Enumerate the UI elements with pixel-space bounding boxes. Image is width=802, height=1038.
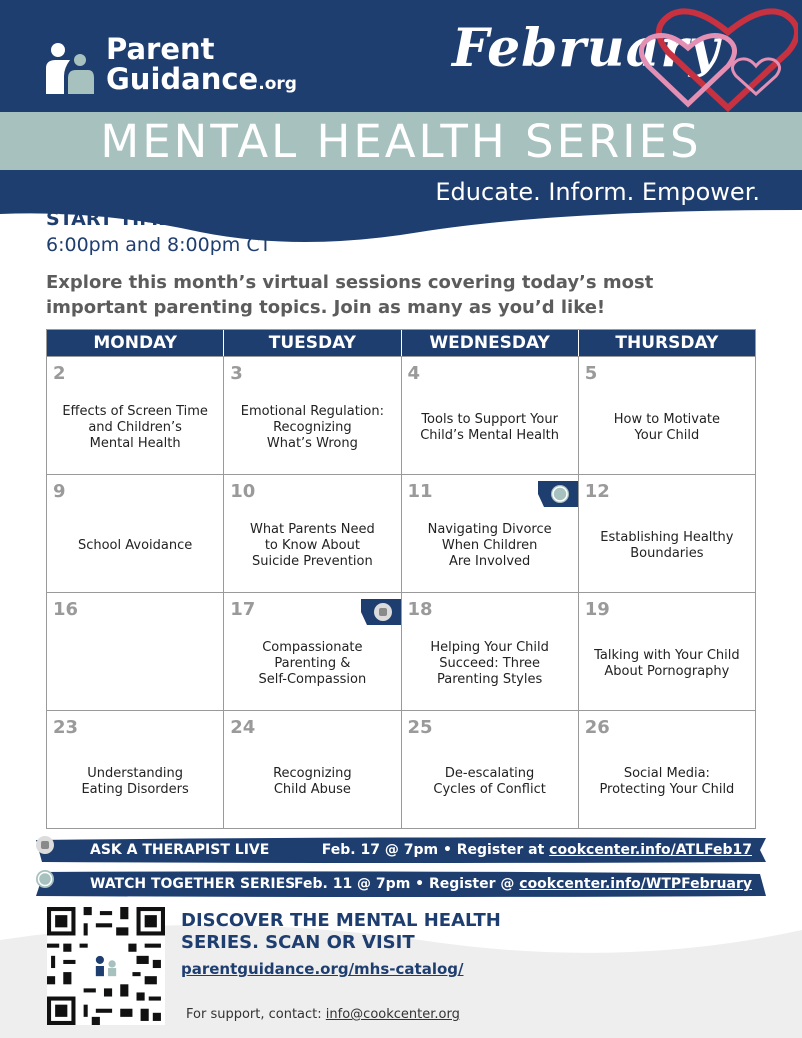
tagline: Educate. Inform. Empower. <box>435 178 760 206</box>
logo-wordmark <box>106 34 297 99</box>
calendar-week-row <box>47 592 755 710</box>
session-topic: De-escalating Cycles of Conflict <box>433 765 546 797</box>
session-topic: Tools to Support Your Child’s Mental Health <box>420 411 560 443</box>
qr-code[interactable] <box>47 907 165 1025</box>
group-icon <box>36 870 54 888</box>
watch-together-link[interactable]: cookcenter.info/WTPFebruary <box>519 876 752 892</box>
day-number: 17 <box>230 599 256 620</box>
day-number: 2 <box>53 363 66 384</box>
session-topic: Establishing Healthy Boundaries <box>600 529 734 561</box>
calendar-day-cell[interactable] <box>402 711 579 828</box>
session-topic: What Parents Need to Know About Suicide Prevention <box>249 521 375 569</box>
calendar-day-cell[interactable] <box>579 593 755 710</box>
day-number: 12 <box>584 481 610 502</box>
calendar-day-cell[interactable] <box>47 711 224 828</box>
calendar-day-cell[interactable] <box>402 593 579 710</box>
weekday-header: WEDNESDAY <box>402 330 579 356</box>
calendar-day-cell[interactable] <box>579 711 755 828</box>
calendar-day-cell[interactable] <box>224 357 401 474</box>
weekday-header: MONDAY <box>47 330 224 356</box>
session-topic: Talking with Your Child About Pornography <box>594 647 740 679</box>
calendar-day-cell[interactable] <box>47 475 224 592</box>
watch-together-label: WATCH TOGETHER SERIES <box>90 876 296 892</box>
start-times-label: START TIMES <box>46 208 185 230</box>
session-topic: School Avoidance <box>77 537 193 553</box>
support-line <box>186 1007 460 1022</box>
calendar-day-cell[interactable] <box>224 475 401 592</box>
calendar-day-cell[interactable] <box>47 593 224 710</box>
calendar-day-cell[interactable] <box>402 475 579 592</box>
day-number: 24 <box>230 717 256 738</box>
ask-therapist-detail <box>322 836 752 864</box>
weekday-header: TUESDAY <box>224 330 401 356</box>
ask-therapist-banner <box>36 836 766 864</box>
day-number: 23 <box>53 717 79 738</box>
logo-suffix: .org <box>258 74 297 94</box>
hearts-decoration-icon <box>628 4 798 116</box>
day-number: 25 <box>407 717 433 738</box>
family-logo-icon <box>44 40 98 94</box>
weekday-header: THURSDAY <box>615 333 719 353</box>
session-topic: Understanding Eating Disorders <box>81 765 189 797</box>
start-times-block <box>46 206 271 258</box>
day-number: 11 <box>407 481 433 502</box>
calendar-day-cell[interactable] <box>47 357 224 474</box>
session-calendar <box>46 329 756 829</box>
series-title: MENTAL HEALTH SERIES <box>100 115 702 168</box>
calendar-header <box>47 330 755 356</box>
calendar-day-cell[interactable] <box>224 711 401 828</box>
session-topic: Helping Your Child Succeed: Three Parenting Styles <box>430 639 549 687</box>
catalog-link[interactable]: parentguidance.org/mhs-catalog/ <box>181 960 464 978</box>
session-topic: Navigating Divorce When Children Are Involved <box>427 521 552 569</box>
ask-therapist-label: ASK A THERAPIST LIVE <box>90 842 270 858</box>
month-title: February <box>452 18 721 79</box>
ask-therapist-link[interactable]: cookcenter.info/ATLFeb17 <box>549 842 752 858</box>
therapist-icon <box>36 836 54 854</box>
watch-together-detail <box>294 870 752 898</box>
day-number: 19 <box>584 599 610 620</box>
calendar-day-cell[interactable] <box>579 475 755 592</box>
watch-together-banner <box>36 870 766 898</box>
discover-heading: DISCOVER THE MENTAL HEALTH SERIES. SCAN OR VISIT <box>181 910 501 953</box>
session-topic: Social Media: Protecting Your Child <box>599 765 735 797</box>
intro-text: Explore this month’s virtual sessions covering today’s most important parenting topics. Join as many as you’d like! <box>46 272 654 318</box>
support-prefix: For support, contact: <box>186 1007 326 1022</box>
session-topic: Recognizing Child Abuse <box>273 765 352 797</box>
day-number: 16 <box>53 599 79 620</box>
calendar-week-row <box>47 710 755 828</box>
logo-line2: Guidance <box>106 62 259 96</box>
session-topic <box>53 621 217 706</box>
calendar-week-row <box>47 356 755 474</box>
calendar-week-row <box>47 474 755 592</box>
session-topic: Emotional Regulation: Recognizing What’s Wrong <box>240 403 384 451</box>
calendar-day-cell[interactable] <box>402 357 579 474</box>
day-number: 3 <box>230 363 243 384</box>
day-number: 10 <box>230 481 256 502</box>
support-email-link[interactable]: info@cookcenter.org <box>325 1007 460 1022</box>
day-number: 5 <box>584 363 598 384</box>
day-number: 26 <box>584 717 610 738</box>
day-number: 18 <box>407 599 433 620</box>
parentguidance-logo[interactable] <box>44 32 314 102</box>
calendar-day-cell[interactable] <box>224 593 401 710</box>
day-number: 4 <box>407 363 421 384</box>
day-number: 9 <box>53 481 66 502</box>
session-topic: Compassionate Parenting & Self-Compassion <box>258 639 367 687</box>
watch-together-date: Feb. 11 @ 7pm • Register @ <box>294 876 520 892</box>
ask-therapist-date: Feb. 17 @ 7pm • Register at <box>321 842 550 858</box>
start-times-value: 6:00pm and 8:00pm CT <box>46 234 272 256</box>
session-topic: How to Motivate Your Child <box>613 411 721 443</box>
logo-line1: Parent <box>106 32 215 66</box>
calendar-day-cell[interactable] <box>579 357 755 474</box>
session-topic: Effects of Screen Time and Children’s Mental Health <box>62 403 208 451</box>
